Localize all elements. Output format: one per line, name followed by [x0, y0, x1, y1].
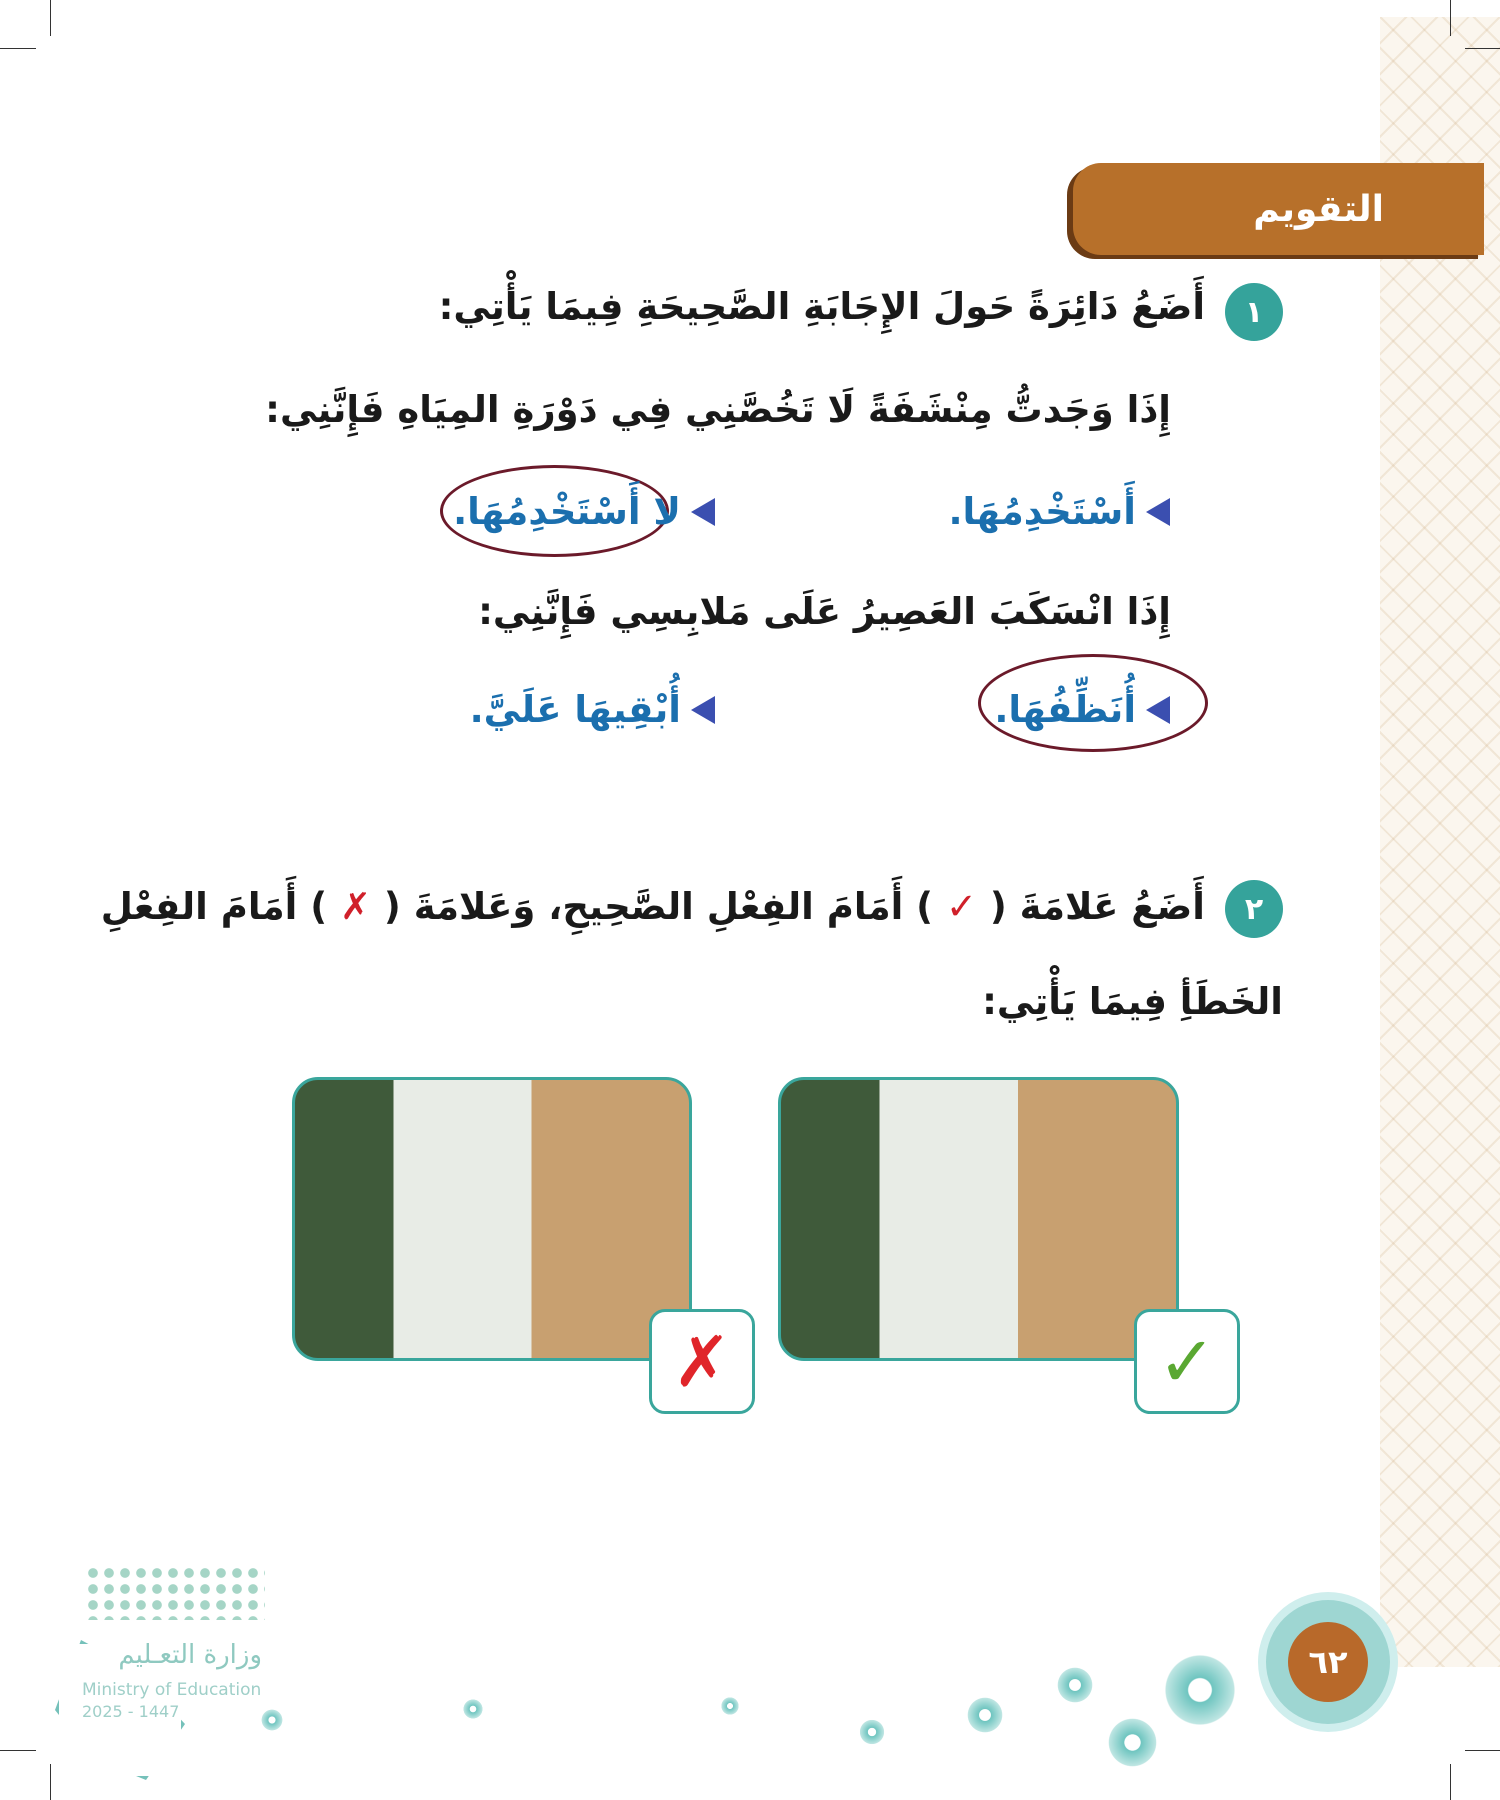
answer-box-check[interactable]: ✓: [1134, 1309, 1240, 1414]
photo-boys-sharing-towel: [292, 1077, 692, 1361]
crop-mark: [1450, 0, 1451, 36]
triangle-bullet-icon: [691, 498, 715, 526]
crop-mark: [50, 1764, 51, 1800]
ministry-logo-dots: [85, 1565, 265, 1620]
option-label: أُنَظِّفُهَا.: [994, 688, 1136, 731]
q1-item2-option-a[interactable]: [994, 688, 1170, 731]
ministry-name-ar: وزارة التعـليم: [118, 1640, 262, 1670]
crop-mark: [0, 48, 36, 49]
flower-ornament-icon: [260, 1708, 284, 1732]
crop-mark: [50, 0, 51, 36]
crop-mark: [0, 1750, 36, 1751]
answer-box-cross[interactable]: ✗: [649, 1309, 755, 1414]
flower-ornament-icon: [462, 1698, 484, 1720]
text: ) أَمَامَ الفِعْلِ: [100, 885, 328, 928]
section-title: التقويم: [1073, 163, 1484, 255]
option-label: لا أَسْتَخْدِمُهَا.: [453, 490, 681, 533]
text: أَضَعُ عَلامَةَ (: [989, 885, 1205, 928]
decorative-border: [1380, 17, 1500, 1667]
q1-item2-option-b[interactable]: [470, 688, 715, 731]
option-label: أُبْقِيهَا عَلَيَّ.: [469, 688, 681, 731]
text: ) أَمَامَ الفِعْلِ الصَّحِيحِ، وَعَلامَةَ (: [383, 885, 934, 928]
triangle-bullet-icon: [691, 696, 715, 724]
crop-mark: [1465, 1750, 1500, 1751]
q2-prompt-line1: [101, 885, 1205, 928]
flower-ornament-icon: [1160, 1650, 1240, 1730]
flower-ornament-icon: [965, 1695, 1005, 1735]
question-number-badge: ١: [1225, 283, 1283, 341]
ministry-name-en: Ministry of Education: [82, 1680, 262, 1700]
flower-ornament-icon: [1105, 1715, 1160, 1770]
q1-item1-stem: إِذَا وَجَدتُّ مِنْشَفَةً لَا تَخُصَّنِي فِي دَوْرَةِ المِيَاهِ فَإِنَّنِي:: [265, 388, 1171, 431]
q1-prompt: أَضَعُ دَائِرَةً حَولَ الإِجَابَةِ الصَّحِيحَةِ فِيمَا يَأْتِي:: [438, 285, 1205, 328]
page-number: ٦٢: [1288, 1622, 1368, 1702]
crop-mark: [1465, 48, 1500, 49]
flower-ornament-icon: [720, 1696, 740, 1716]
flower-ornament-icon: [858, 1718, 886, 1746]
cross-icon: ✗: [340, 885, 372, 928]
crop-mark: [1450, 1764, 1451, 1800]
photo-boy-using-own-towel: [778, 1077, 1179, 1361]
triangle-bullet-icon: [1146, 696, 1170, 724]
edition-year: 2025 - 1447: [82, 1702, 180, 1721]
q1-item1-option-a[interactable]: [949, 490, 1171, 533]
question-number-badge: ٢: [1225, 880, 1283, 938]
flower-ornament-icon: [1055, 1665, 1095, 1705]
triangle-bullet-icon: [1146, 498, 1170, 526]
q2-prompt-line2: الخَطَأِ فِيمَا يَأْتِي:: [982, 980, 1283, 1023]
q1-item2-stem: إِذَا انْسَكَبَ العَصِيرُ عَلَى مَلابِسِي فَإِنَّنِي:: [478, 590, 1171, 633]
q1-item1-option-b[interactable]: [453, 490, 715, 533]
check-icon: ✓: [945, 885, 977, 928]
option-label: أَسْتَخْدِمُهَا.: [948, 490, 1136, 533]
